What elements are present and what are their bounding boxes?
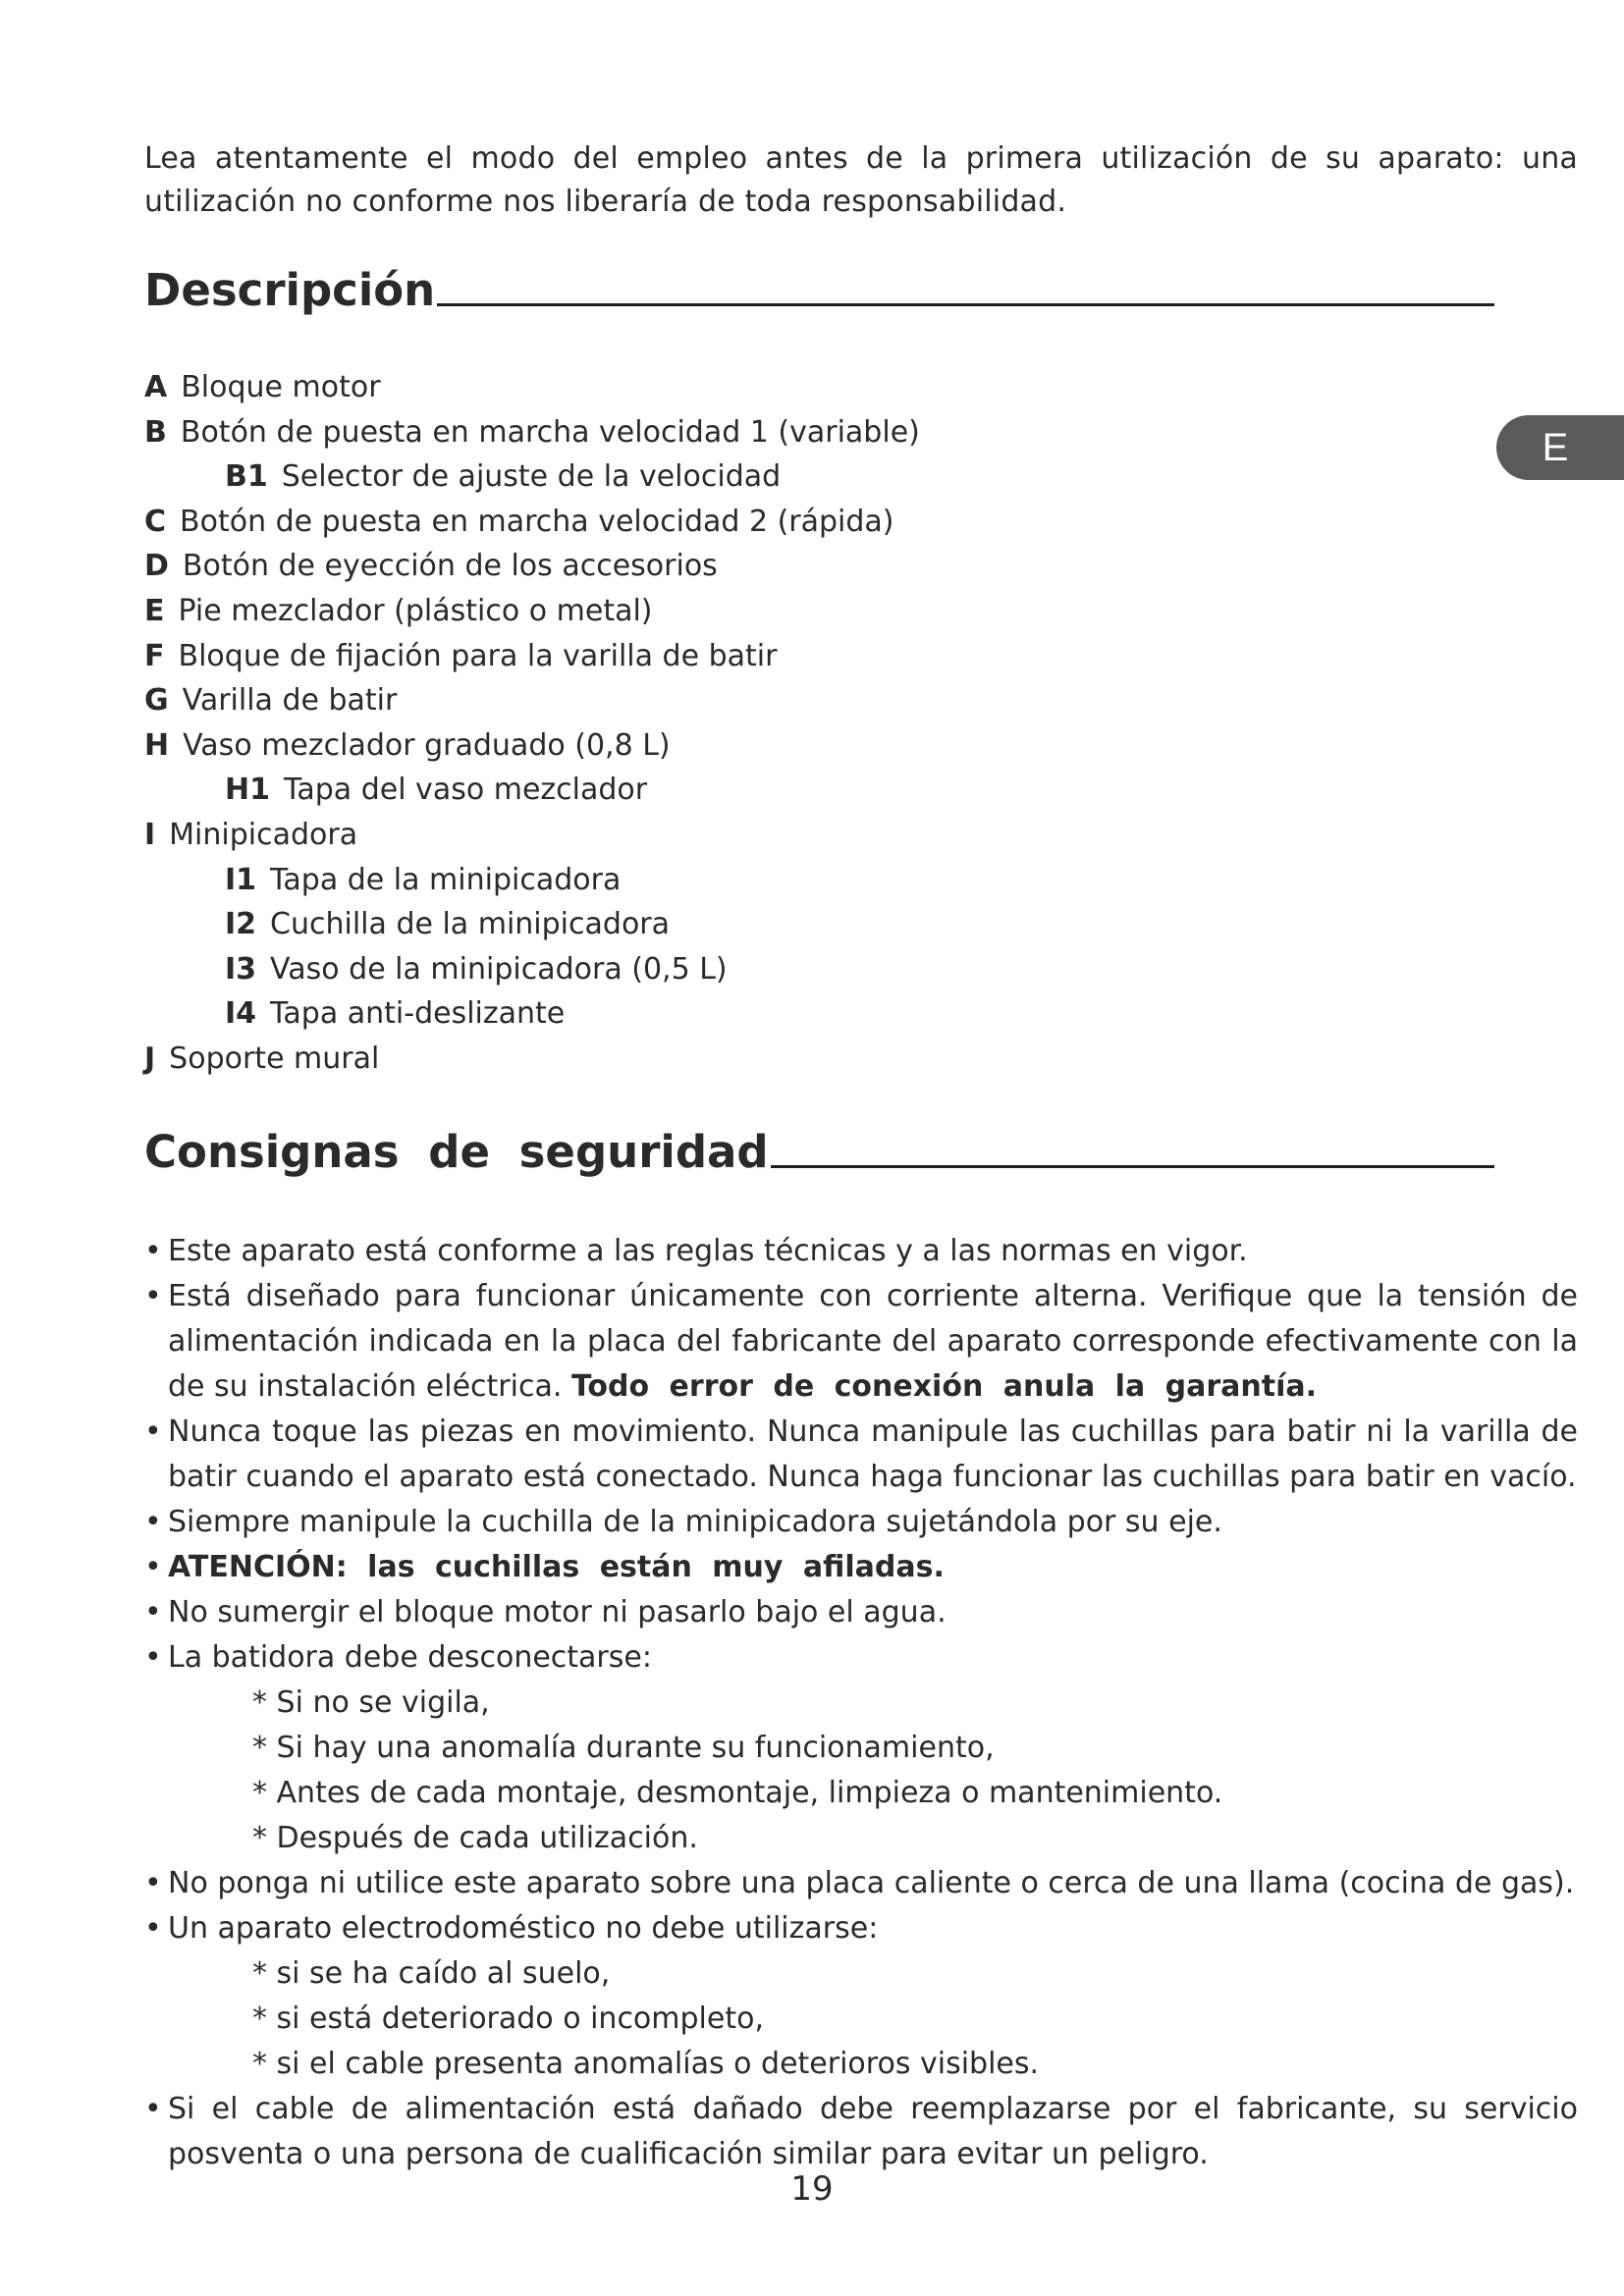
- item-key: I3: [225, 951, 257, 987]
- item-text: Botón de puesta en marcha velocidad 2 (rápida): [180, 504, 894, 539]
- safety-text: Si el cable de alimentación está dañado debe reemplazarse por el fabricante, su servicio posventa o una persona de cualificación similar para evitar un peligro.: [168, 2091, 1578, 2171]
- safety-title: Consignas de seguridad: [144, 1125, 769, 1178]
- item-text: Botón de eyección de los accesorios: [182, 549, 718, 584]
- language-tab: [1496, 415, 1624, 480]
- safety-list: [144, 1229, 1578, 2177]
- list-item: [144, 410, 1578, 455]
- safety-heading: [144, 1117, 1578, 1178]
- item-text: Cuchilla de la minipicadora: [270, 907, 671, 942]
- safety-item: [144, 2087, 1578, 2177]
- item-text: Pie mezclador (plástico o metal): [178, 593, 653, 628]
- list-item: [144, 678, 1578, 723]
- safety-item: [144, 1229, 1578, 1274]
- page-number: 19: [790, 2169, 834, 2209]
- safety-item: [144, 1906, 1578, 1951]
- safety-text: No ponga ni utilice este aparato sobre una placa caliente o cerca de una llama (cocina de gas).: [168, 1865, 1575, 1900]
- description-title: Descripción: [144, 264, 436, 316]
- safety-text: Este aparato está conforme a las reglas técnicas y a las normas en vigor.: [168, 1233, 1248, 1268]
- item-text: Tapa anti-deslizante: [270, 996, 566, 1032]
- item-text: Bloque motor: [181, 370, 381, 404]
- list-item: [144, 365, 1578, 410]
- item-text: Tapa de la minipicadora: [270, 862, 622, 897]
- safety-subitem: * si se ha caído al suelo,: [252, 1955, 611, 1991]
- intro-paragraph: Lea atentamente el modo del empleo antes de la primera utilización de su aparato: una utilización no conforme nos liberaría de toda responsabilidad.: [144, 141, 1578, 219]
- safety-item: [144, 1410, 1578, 1500]
- item-key: H: [144, 727, 170, 763]
- manual-page: [144, 137, 1578, 2177]
- safety-item: [144, 1861, 1578, 1906]
- description-heading: [144, 255, 1578, 316]
- item-text: Botón de puesta en marcha velocidad 1 (variable): [180, 414, 920, 450]
- list-item: [144, 947, 1578, 992]
- list-item: [144, 858, 1578, 903]
- item-key: J: [144, 1041, 156, 1076]
- list-item: [144, 813, 1578, 858]
- safety-subitem: * si el cable presenta anomalías o deterioros visibles.: [252, 2046, 1040, 2081]
- item-text: Minipicadora: [169, 817, 358, 852]
- safety-text: La batidora debe desconectarse:: [168, 1639, 652, 1675]
- safety-text: Un aparato electrodoméstico no debe utilizarse:: [168, 1910, 879, 1946]
- item-key: D: [144, 549, 169, 584]
- heading-rule: [771, 1165, 1494, 1168]
- safety-text: Siempre manipule la cuchilla de la minipicadora sujetándola por su eje.: [168, 1504, 1222, 1539]
- item-key: B1: [225, 459, 268, 495]
- list-item: [144, 454, 1578, 500]
- item-key: I: [144, 817, 156, 852]
- safety-item: [144, 1545, 1578, 1590]
- safety-subitem: * Si hay una anomalía durante su funcionamiento,: [252, 1730, 995, 1765]
- item-key: I1: [225, 862, 257, 897]
- item-key: C: [144, 504, 167, 539]
- list-item: [144, 991, 1578, 1037]
- item-text: Soporte mural: [169, 1041, 380, 1076]
- safety-item: [144, 1590, 1578, 1635]
- language-tab-label: E: [1542, 425, 1569, 469]
- safety-text: No sumergir el bloque motor ni pasarlo bajo el agua.: [168, 1594, 947, 1629]
- item-key: E: [144, 593, 165, 628]
- item-key: B: [144, 414, 167, 450]
- list-item: [144, 500, 1578, 545]
- item-text: Selector de ajuste de la velocidad: [281, 459, 782, 495]
- safety-subitem: * Después de cada utilización.: [252, 1820, 698, 1855]
- warranty-warning: Todo error de conexión anula la garantía.: [570, 1368, 1318, 1404]
- safety-text: Está diseñado para funcionar únicamente con corriente alterna. Verifique que la tensión de alimentación indicada en la placa del fabricante del aparato corresponde efectivamente con la de su instalación eléctrica.: [168, 1278, 1578, 1404]
- item-text: Varilla de batir: [182, 683, 398, 719]
- safety-subitem: * Si no se vigila,: [252, 1684, 490, 1720]
- list-item: [144, 634, 1578, 679]
- list-item: [144, 902, 1578, 947]
- item-key: F: [144, 638, 165, 673]
- item-key: I2: [225, 907, 257, 942]
- blade-warning: ATENCIÓN: las cuchillas están muy afiladas.: [168, 1549, 945, 1584]
- item-text: Tapa del vaso mezclador: [283, 773, 648, 808]
- description-list: [144, 365, 1578, 1082]
- safety-item: [144, 1274, 1578, 1410]
- list-item: [144, 589, 1578, 634]
- heading-rule: [437, 303, 1494, 306]
- safety-item: [144, 1635, 1578, 1681]
- safety-subitem: * si está deteriorado o incompleto,: [252, 2001, 765, 2036]
- list-item: [144, 544, 1578, 589]
- list-item: [144, 1037, 1578, 1082]
- safety-text: Nunca toque las piezas en movimiento. Nunca manipule las cuchillas para batir ni la varilla de batir cuando el aparato está conectado. Nunca haga funcionar las cuchillas para batir en vacío.: [168, 1414, 1578, 1494]
- item-text: Vaso de la minipicadora (0,5 L): [270, 951, 728, 987]
- item-key: H1: [225, 773, 270, 808]
- item-key: G: [144, 683, 169, 719]
- item-key: I4: [225, 996, 257, 1032]
- item-text: Vaso mezclador graduado (0,8 L): [183, 727, 671, 763]
- item-key: A: [144, 370, 168, 404]
- item-text: Bloque de fijación para la varilla de batir: [178, 638, 778, 673]
- list-item: [144, 768, 1578, 813]
- safety-item: [144, 1500, 1578, 1545]
- safety-subitem: * Antes de cada montaje, desmontaje, limpieza o mantenimiento.: [252, 1775, 1223, 1810]
- list-item: [144, 723, 1578, 769]
